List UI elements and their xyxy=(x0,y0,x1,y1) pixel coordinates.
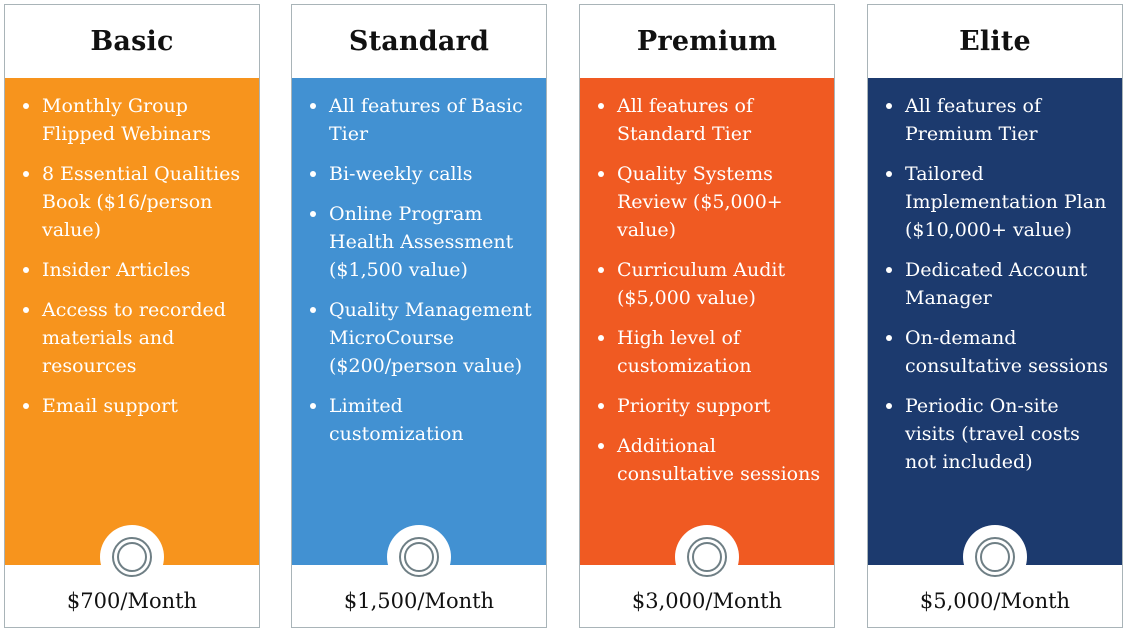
tier-price: $5,000/Month xyxy=(919,589,1071,613)
feature-item xyxy=(884,160,1112,244)
feature-text: Quality Systems Review ($5,000+ value) xyxy=(617,163,783,241)
feature-text: High level of customization xyxy=(617,327,752,377)
bullet-icon xyxy=(23,267,29,273)
tier-name: Standard xyxy=(348,26,490,57)
ring-icon xyxy=(100,525,164,589)
feature-item xyxy=(596,256,824,312)
feature-item xyxy=(308,200,536,284)
feature-text: Priority support xyxy=(617,395,771,417)
feature-text: Tailored Implementation Plan ($10,000+ value) xyxy=(905,163,1107,241)
bullet-icon xyxy=(598,335,604,341)
bullet-icon xyxy=(310,307,316,313)
tier-name: Basic xyxy=(90,26,174,57)
feature-text: All features of Premium Tier xyxy=(905,95,1041,145)
feature-list xyxy=(5,78,259,420)
feature-item xyxy=(596,392,824,420)
feature-text: 8 Essential Qualities Book ($16/person value) xyxy=(42,163,241,241)
feature-list xyxy=(580,78,834,488)
tier-card-basic xyxy=(4,4,260,628)
ring-icon xyxy=(675,525,739,589)
feature-text: Email support xyxy=(42,395,178,417)
tier-body xyxy=(5,78,259,565)
feature-list xyxy=(868,78,1122,476)
feature-text: All features of Basic Tier xyxy=(329,95,523,145)
tier-header xyxy=(868,5,1122,78)
tier-header xyxy=(580,5,834,78)
feature-item xyxy=(21,160,249,244)
tier-header xyxy=(5,5,259,78)
feature-text: Insider Articles xyxy=(42,259,191,281)
tier-price: $1,500/Month xyxy=(343,589,495,613)
feature-text: Dedicated Account Manager xyxy=(905,259,1088,309)
feature-item xyxy=(884,92,1112,148)
tier-body xyxy=(292,78,546,565)
feature-item xyxy=(596,324,824,380)
feature-text: Bi-weekly calls xyxy=(329,163,473,185)
feature-text: Quality Management MicroCourse ($200/person value) xyxy=(329,299,532,377)
feature-item xyxy=(596,432,824,488)
tier-price: $700/Month xyxy=(66,589,198,613)
bullet-icon xyxy=(23,403,29,409)
feature-text: Limited customization xyxy=(329,395,464,445)
bullet-icon xyxy=(886,267,892,273)
feature-item xyxy=(596,160,824,244)
bullet-icon xyxy=(23,307,29,313)
feature-item xyxy=(21,256,249,284)
bullet-icon xyxy=(310,171,316,177)
bullet-icon xyxy=(23,103,29,109)
bullet-icon xyxy=(886,403,892,409)
feature-text: Curriculum Audit ($5,000 value) xyxy=(617,259,786,309)
feature-text: Periodic On-site visits (travel costs not included) xyxy=(905,395,1080,473)
feature-item xyxy=(884,324,1112,380)
tier-body xyxy=(868,78,1122,565)
feature-item xyxy=(596,92,824,148)
bullet-icon xyxy=(310,103,316,109)
ring-icon xyxy=(387,525,451,589)
bullet-icon xyxy=(886,335,892,341)
feature-list xyxy=(292,78,546,448)
feature-text: Online Program Health Assessment ($1,500 value) xyxy=(329,203,514,281)
tier-card-elite xyxy=(867,4,1123,628)
bullet-icon xyxy=(310,403,316,409)
feature-item xyxy=(21,392,249,420)
feature-item xyxy=(884,392,1112,476)
tier-card-premium xyxy=(579,4,835,628)
feature-item xyxy=(308,92,536,148)
tier-price: $3,000/Month xyxy=(631,589,783,613)
bullet-icon xyxy=(598,443,604,449)
feature-text: Access to recorded materials and resources xyxy=(42,299,226,377)
feature-item xyxy=(21,296,249,380)
feature-text: Monthly Group Flipped Webinars xyxy=(42,95,211,145)
bullet-icon xyxy=(310,211,316,217)
bullet-icon xyxy=(598,267,604,273)
tier-name: Elite xyxy=(959,26,1031,57)
feature-text: On-demand consultative sessions xyxy=(905,327,1109,377)
feature-item xyxy=(308,392,536,448)
bullet-icon xyxy=(886,103,892,109)
tier-card-standard xyxy=(291,4,547,628)
feature-text: All features of Standard Tier xyxy=(617,95,753,145)
feature-text: Additional consultative sessions xyxy=(617,435,821,485)
feature-item xyxy=(884,256,1112,312)
bullet-icon xyxy=(598,103,604,109)
feature-item xyxy=(308,160,536,188)
bullet-icon xyxy=(23,171,29,177)
feature-item xyxy=(21,92,249,148)
bullet-icon xyxy=(598,403,604,409)
tier-body xyxy=(580,78,834,565)
bullet-icon xyxy=(598,171,604,177)
tier-header xyxy=(292,5,546,78)
feature-item xyxy=(308,296,536,380)
tier-name: Premium xyxy=(636,26,778,57)
ring-icon xyxy=(963,525,1027,589)
bullet-icon xyxy=(886,171,892,177)
